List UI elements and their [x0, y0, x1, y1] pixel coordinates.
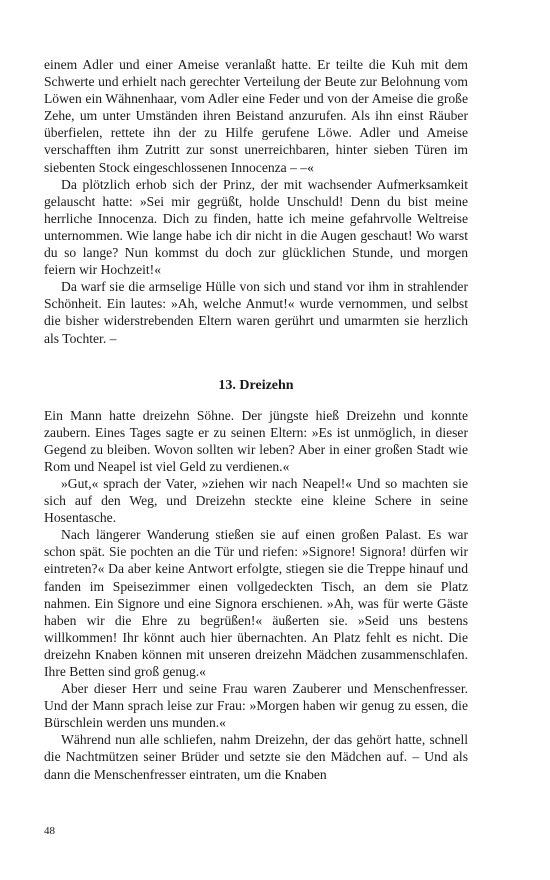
paragraph-story1-3: Da warf sie die armselige Hülle von sich und stand vor ihm in strahlender Schönheit. Ein lautes: »Ah, welche Anmut!« wurde vernommen, und selbst die bisher widerstrebenden Eltern waren gerührt und umarmten sie herzlich als Tochter. –	[44, 279, 468, 346]
page-body	[44, 56, 468, 783]
paragraph-story2-1: Ein Mann hatte dreizehn Söhne. Der jüngste hieß Dreizehn und konnte zaubern. Eines Tages sagte er zu seinen Eltern: »Es ist unmöglich, in dieser Gegend zu bleiben. Wovon sollten wir leben? Aber in einer großen Stadt wie Rom und Neapel ist viel Geld zu verdienen.«	[44, 407, 468, 474]
page-number: 48	[44, 825, 55, 837]
paragraph-story2-5: Während nun alle schliefen, nahm Dreizehn, der das gehört hatte, schnell die Nachtmützen seiner Brüder und setzte sie den Mädchen auf. – Und als dann die Menschenfresser eintraten, um die Knaben	[44, 732, 468, 782]
paragraph-story1-1: einem Adler und einer Ameise veranlaßt hatte. Er teilte die Kuh mit dem Schwerte und erhielt nach gerechter Verteilung der Beute zur Belohnung vom Löwen ein Wähnenhaar, vom Adler eine Feder und von der Ameise die große Zehe, um unter Umständen ihren Beistand anzurufen. Als ihn einst Räuber überfielen, rettete ihn der zu Hilfe gerufene Löwe. Adler und Ameise verschafften ihm Zutritt zur sonst unerreichbaren, hinter sieben Türen im siebenten Stock eingeschlossenen Innocenza – –«	[44, 57, 468, 175]
chapter-heading: 13. Dreizehn	[218, 377, 294, 393]
paragraph-story2-3: Nach längerer Wanderung stießen sie auf einen großen Palast. Es war schon spät. Sie pochten an die Tür und riefen: »Signore! Signora! dürfen wir eintreten?« Da aber keine Antwort erfolgte, stiegen sie die Treppe hinauf und fanden im Speisezimmer einen vollgedeckten Tisch, an dem sie Platz nahmen. Ein Signore und eine Signora erschienen. »Ah, was für werte Gäste haben wir die Ehre zu begrüßen!« äußerten sie. »Seid uns bestens willkommen! Ihr könnt auch hier übernachten. An Platz fehlt es nicht. Die dreizehn Knaben können mit unseren dreizehn Mädchen zusammenschlafen. Ihre Betten sind groß genug.«	[44, 527, 468, 679]
paragraph-story2-2: »Gut,« sprach der Vater, »ziehen wir nach Neapel!« Und so machten sie sich auf den Weg, und Dreizehn steckte eine kleine Schere in seine Hosentasche.	[44, 475, 468, 526]
paragraph-story2-4: Aber dieser Herr und seine Frau waren Zauberer und Menschenfresser. Und der Mann sprach leise zur Frau: »Morgen haben wir genug zu essen, die Bürschlein werden uns munden.«	[44, 681, 468, 731]
paragraph-story1-2: Da plötzlich erhob sich der Prinz, der mit wachsender Aufmerksamkeit gelauscht hatte: »Sei mir gegrüßt, holde Unschuld! Denn du bist meine herrliche Innocenza. Dich zu finden, hatte ich meine gefahrvolle Weltreise unternommen. Wie lange habe ich dir nicht in die Augen geschaut! Wo warst du so lange? Nun kommst du doch zur glücklichen Stunde, und morgen feiern wir Hochzeit!«	[44, 176, 468, 278]
